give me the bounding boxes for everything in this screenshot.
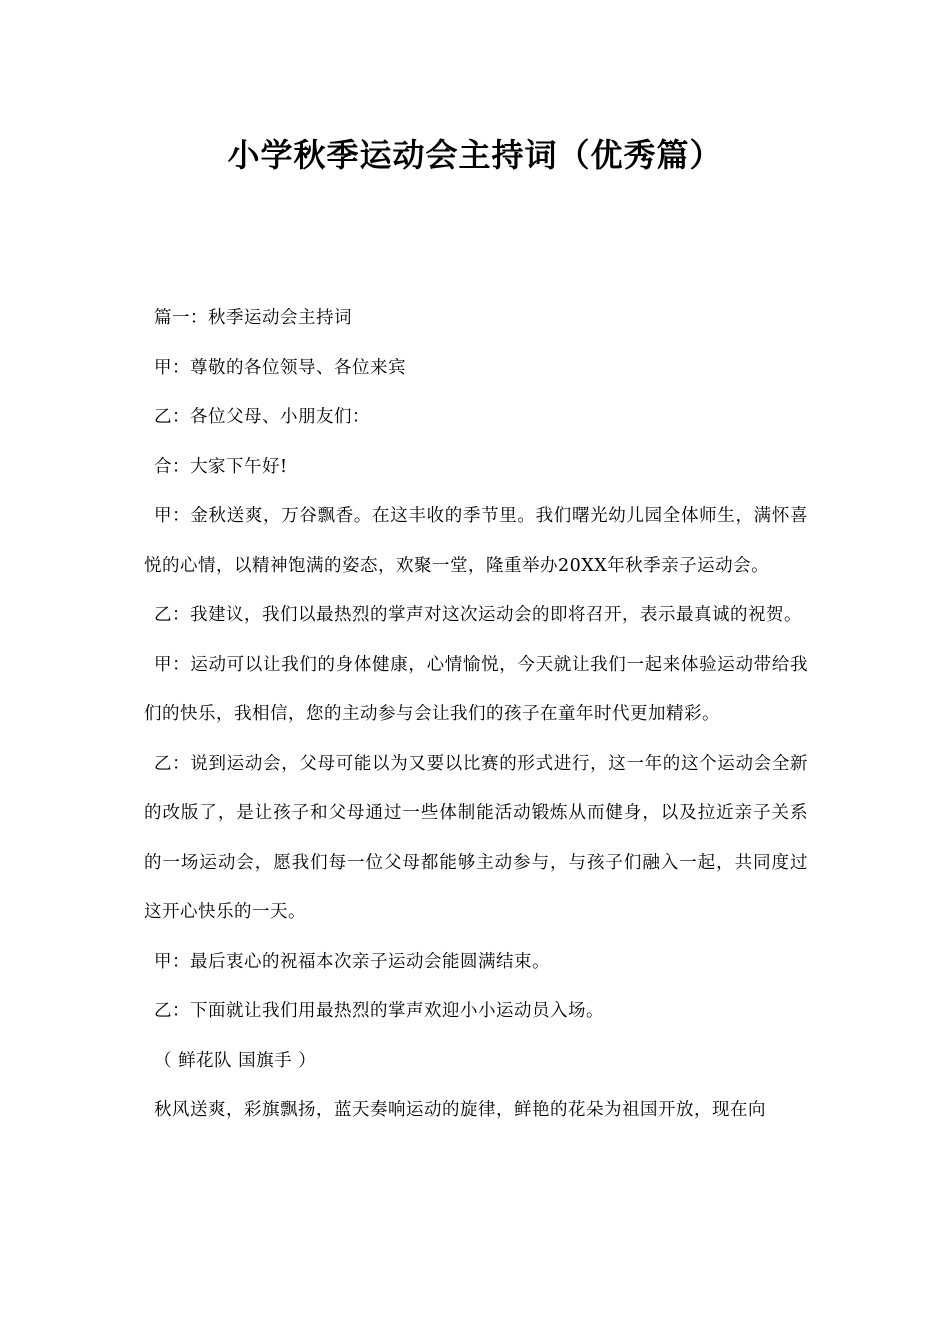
paragraph: 乙：我建议，我们以最热烈的掌声对这次运动会的即将召开，表示最真诚的祝贺。 <box>154 605 802 625</box>
document-body <box>144 294 808 1136</box>
paragraph: 甲：尊敬的各位领导、各位来宾 <box>154 357 406 378</box>
paragraph: 甲：最后衷心的祝福本次亲子运动会能圆满结束。 <box>154 951 550 972</box>
paragraph: 秋风送爽，彩旗飘扬，蓝天奏响运动的旋律，鲜艳的花朵为祖国开放，现在向 <box>154 1100 766 1120</box>
paragraph-section-heading: 篇一：秋季运动会主持词 <box>154 308 352 328</box>
paragraph: 乙：各位父母、小朋友们： <box>154 407 370 427</box>
paragraph: 合：大家下午好! <box>154 456 288 477</box>
paragraph: 乙：说到运动会，父母可能以为又要以比赛的形式进行，这一年的这个运动会全新的改版了，是让孩子和父母通过一些体制能活动锻炼从而健身，以及拉近亲子关系的一场运动会，愿我们每一位父母都能够主动参与，与孩子们融入一起，共同度过这开心快乐的一天。 <box>144 753 808 922</box>
paragraph: 甲：金秋送爽，万谷飘香。在这丰收的季节里。我们曙光幼儿园全体师生，满怀喜悦的心情，以精神饱满的姿态，欢聚一堂，隆重举办20XX年秋季亲子运动会。 <box>144 506 808 576</box>
paragraph: 甲：运动可以让我们的身体健康，心情愉悦，今天就让我们一起来体验运动带给我们的快乐，我相信，您的主动参与会让我们的孩子在童年时代更加精彩。 <box>144 654 808 724</box>
paragraph-stage-note: （ 鲜花队 国旗手 ） <box>154 1050 317 1071</box>
paragraph: 乙：下面就让我们用最热烈的掌声欢迎小小运动员入场。 <box>154 1001 604 1021</box>
document-title: 小学秋季运动会主持词（优秀篇） <box>227 136 723 174</box>
